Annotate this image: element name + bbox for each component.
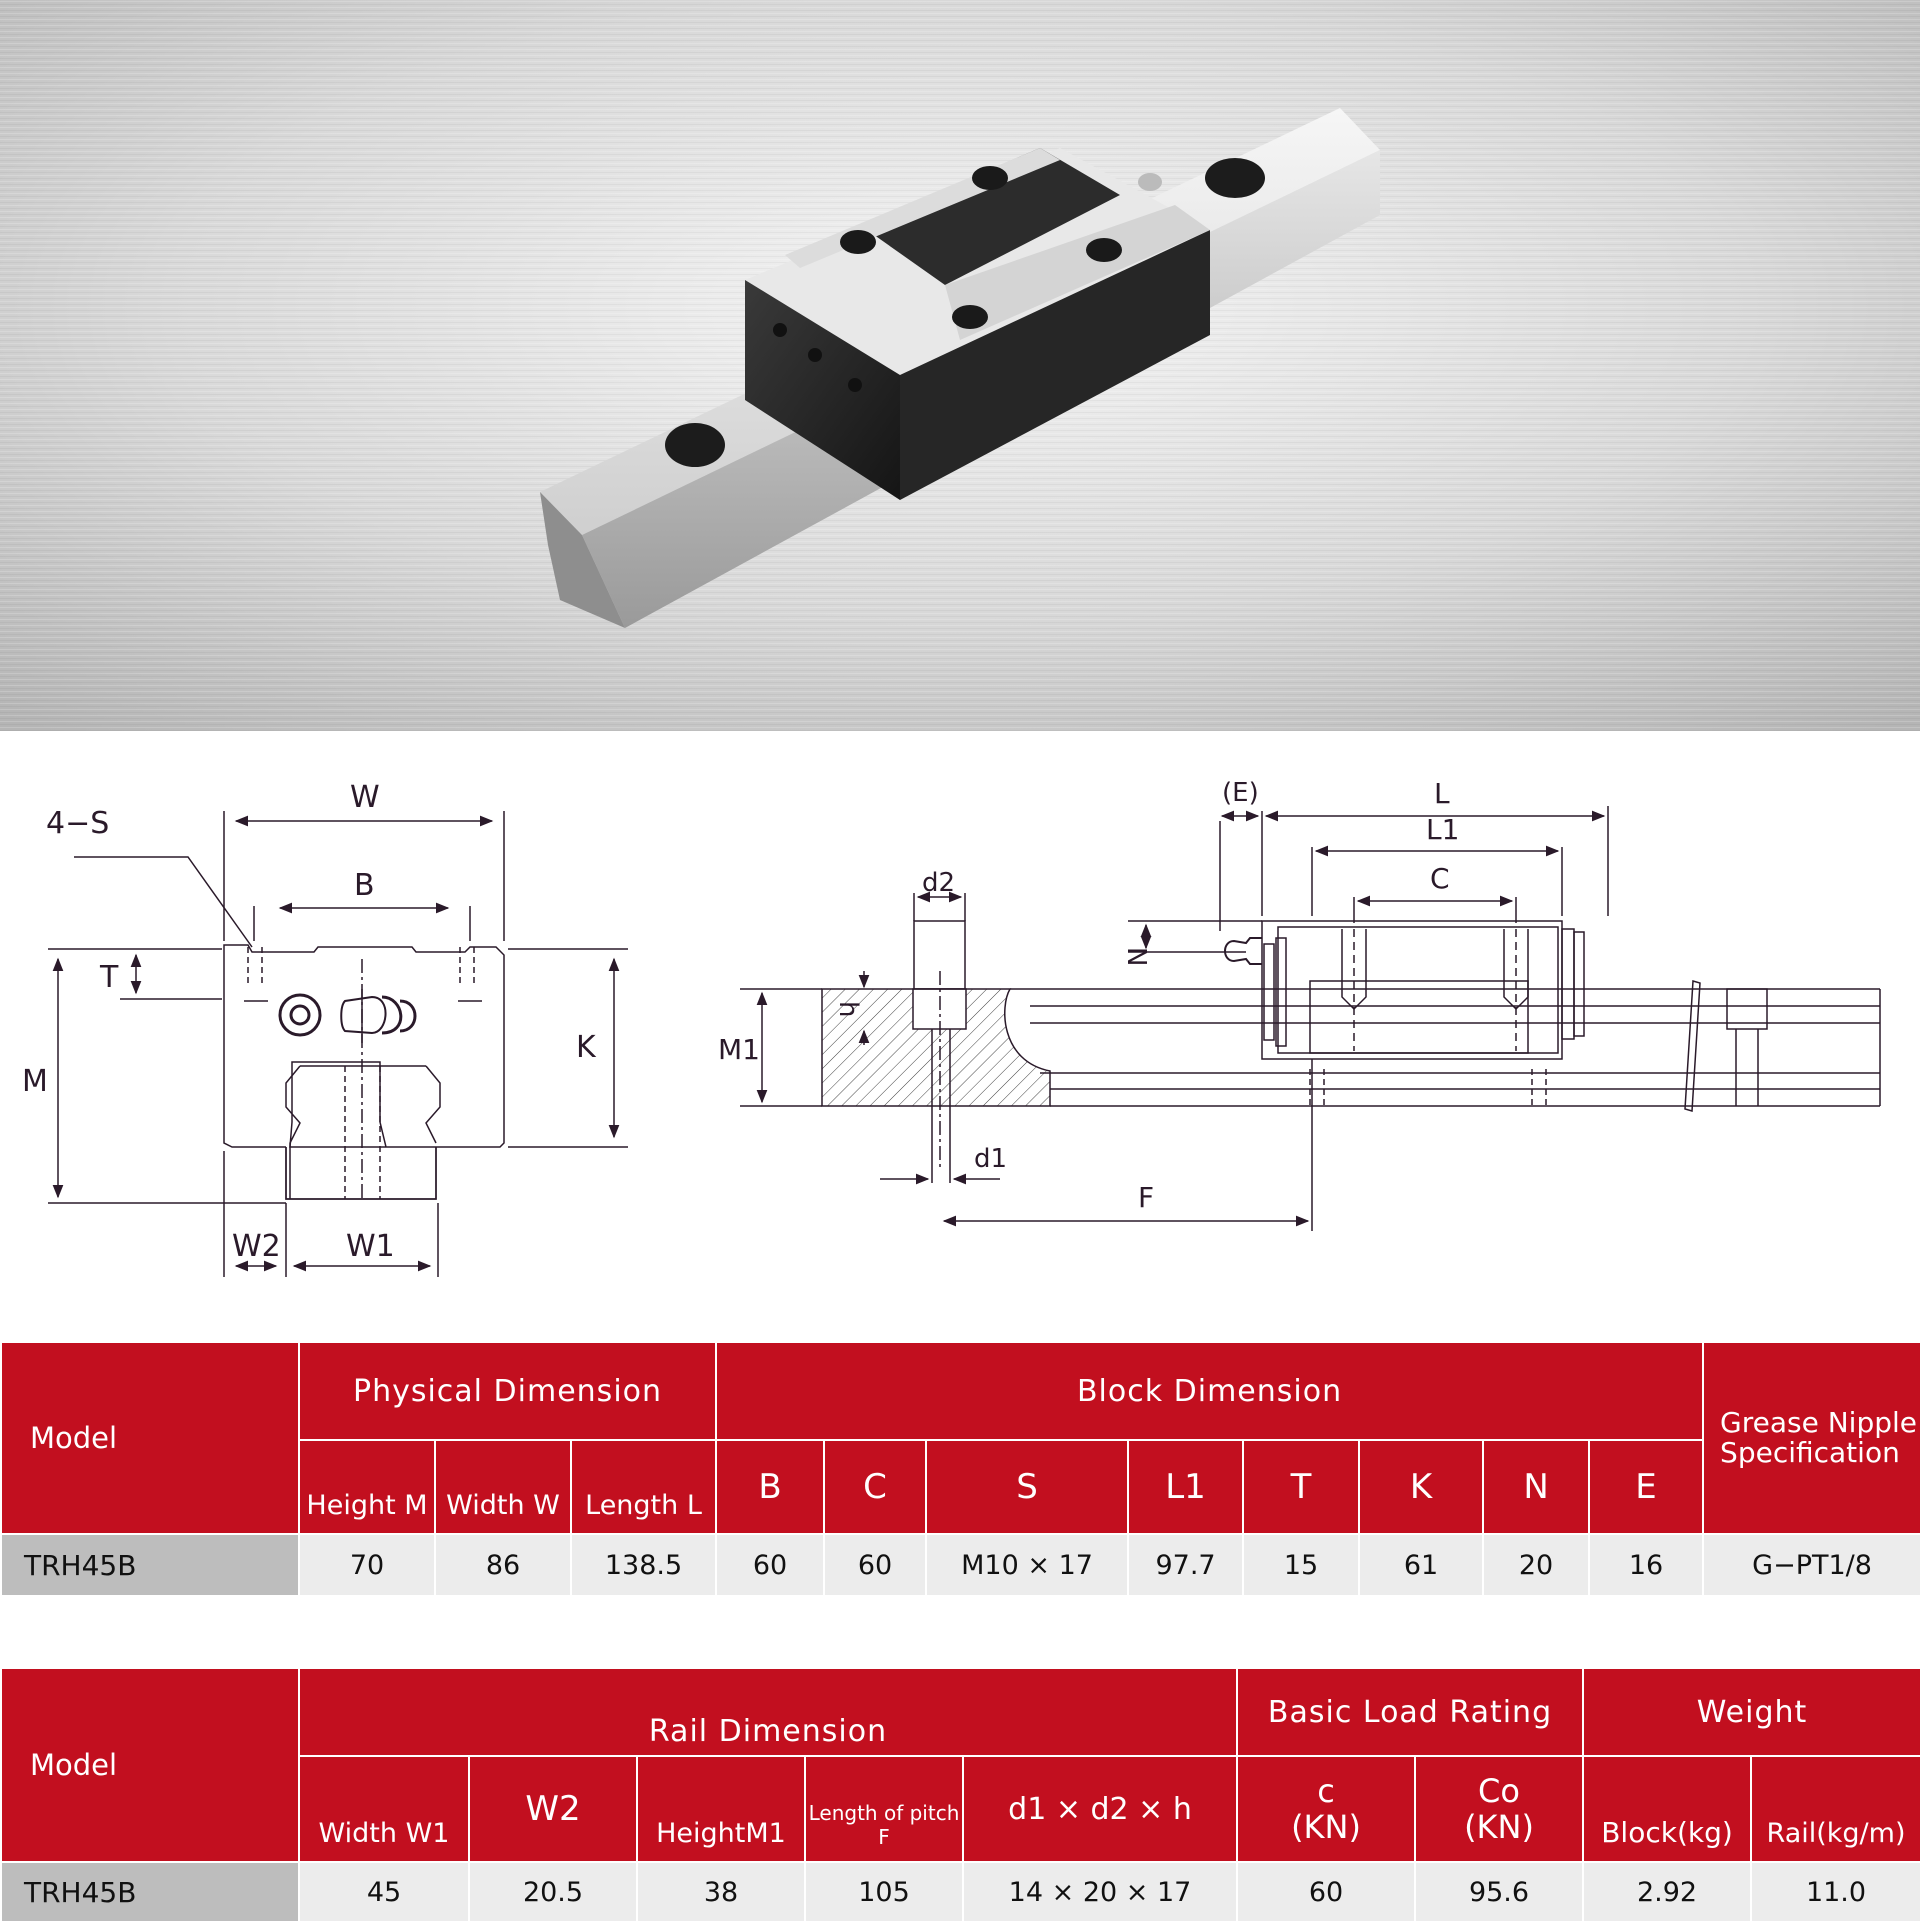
value-d1-d2-h: 14 × 20 × 17 <box>963 1862 1237 1922</box>
value-c: 60 <box>824 1534 926 1596</box>
model-cell-2: TRH45B <box>1 1862 299 1922</box>
label-n: N <box>1121 947 1151 967</box>
col-length-l: Length L <box>571 1440 716 1534</box>
col-rail-kg-m: Rail(kg/m) <box>1751 1756 1920 1862</box>
value-length-l: 138.5 <box>571 1534 716 1596</box>
block-dimension-header: Block Dimension <box>716 1342 1703 1440</box>
model-header-2: Model <box>1 1668 299 1862</box>
value-block-kg: 2.92 <box>1583 1862 1751 1922</box>
label-l1: L1 <box>1426 813 1460 846</box>
label-t: T <box>100 960 119 995</box>
value-w2: 20.5 <box>469 1862 637 1922</box>
value-l1: 97.7 <box>1128 1534 1243 1596</box>
rail-spec-table <box>0 1667 1920 1923</box>
label-w2: W2 <box>232 1229 281 1264</box>
value-width-w: 86 <box>435 1534 571 1596</box>
label-c: C <box>1430 862 1450 895</box>
col-width-w1: Width W1 <box>299 1756 469 1862</box>
value-height-m1: 38 <box>637 1862 805 1922</box>
label-m: M <box>22 1064 48 1099</box>
col-s: S <box>926 1440 1128 1534</box>
label-d1: d1 <box>974 1144 1008 1174</box>
col-e: E <box>1589 1440 1703 1534</box>
physical-dimension-header: Physical Dimension <box>299 1342 716 1440</box>
c-unit: (KN) <box>1291 1808 1361 1846</box>
grease-line-1: Grease Nipple <box>1720 1406 1918 1439</box>
front-view <box>224 945 504 1201</box>
table-row <box>1 1534 1920 1596</box>
col-width-w: Width W <box>435 1440 571 1534</box>
value-n: 20 <box>1483 1534 1589 1596</box>
value-width-w1: 45 <box>299 1862 469 1922</box>
co-unit: (KN) <box>1464 1808 1534 1846</box>
col-c: C <box>824 1440 926 1534</box>
label-b: B <box>354 868 375 903</box>
col-d1-d2-h: d1 × d2 × h <box>963 1756 1237 1862</box>
label-m1: M1 <box>718 1033 760 1066</box>
weight-header: Weight <box>1583 1668 1920 1756</box>
label-w1: W1 <box>346 1229 395 1264</box>
value-rail-kg-m: 11.0 <box>1751 1862 1920 1922</box>
value-t: 15 <box>1243 1534 1359 1596</box>
block-spec-table <box>0 1341 1920 1597</box>
value-c: 60 <box>1237 1862 1415 1922</box>
label-w: W <box>350 780 380 815</box>
label-h: h <box>833 1001 863 1018</box>
c-label: c <box>1317 1772 1335 1810</box>
label-e: (E) <box>1222 778 1259 808</box>
col-t: T <box>1243 1440 1359 1534</box>
label-l: L <box>1434 777 1450 810</box>
value-k: 61 <box>1359 1534 1483 1596</box>
product-photo <box>0 0 1920 731</box>
label-d2: d2 <box>922 868 956 898</box>
col-height-m: Height M <box>299 1440 435 1534</box>
basic-load-rating-header: Basic Load Rating <box>1237 1668 1583 1756</box>
value-height-m: 70 <box>299 1534 435 1596</box>
label-4-s: 4−S <box>46 806 110 841</box>
col-height-m1: HeightM1 <box>637 1756 805 1862</box>
value-s: M10 × 17 <box>926 1534 1128 1596</box>
col-c-load <box>1237 1756 1415 1862</box>
value-b: 60 <box>716 1534 824 1596</box>
model-header: Model <box>1 1342 299 1534</box>
value-co: 95.6 <box>1415 1862 1583 1922</box>
co-label: Co <box>1478 1772 1520 1810</box>
grease-line-2: Specification <box>1720 1436 1900 1469</box>
col-n: N <box>1483 1440 1589 1534</box>
col-k: K <box>1359 1440 1483 1534</box>
technical-drawing <box>0 731 1920 1341</box>
col-b: B <box>716 1440 824 1534</box>
col-block-kg: Block(kg) <box>1583 1756 1751 1862</box>
label-k: K <box>576 1030 596 1065</box>
model-cell: TRH45B <box>1 1534 299 1596</box>
value-pitch-f: 105 <box>805 1862 963 1922</box>
col-co-load <box>1415 1756 1583 1862</box>
value-e: 16 <box>1589 1534 1703 1596</box>
rail-dimension-header: Rail Dimension <box>299 1668 1237 1756</box>
grease-nipple-header <box>1703 1342 1920 1534</box>
table-row <box>1 1862 1920 1922</box>
col-l1: L1 <box>1128 1440 1243 1534</box>
value-grease-nipple: G−PT1/8 <box>1703 1534 1920 1596</box>
col-w2: W2 <box>469 1756 637 1862</box>
col-length-of-pitch-f: Length of pitch F <box>805 1756 963 1862</box>
label-f: F <box>1138 1181 1155 1214</box>
